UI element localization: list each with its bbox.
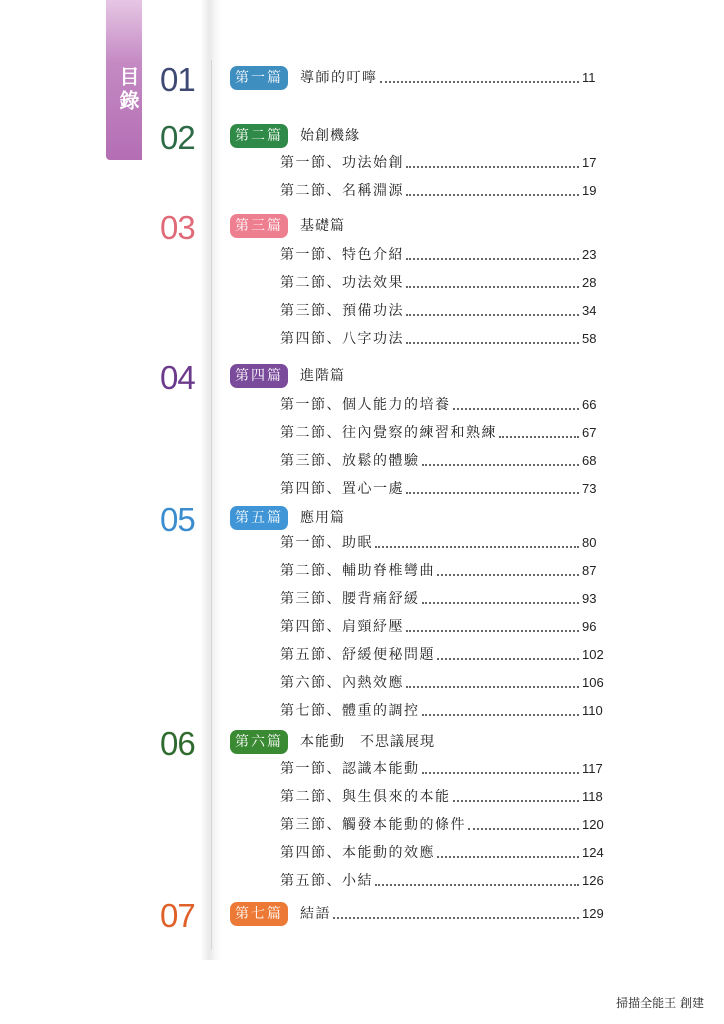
section-title: 第七節、體重的調控 [280,703,420,719]
dot-leader [375,546,579,548]
dot-leader [406,342,579,344]
dot-leader [375,884,579,886]
section-entry[interactable] [280,422,604,444]
section-entry[interactable] [280,588,604,610]
dot-leader [406,194,579,196]
section-title: 第一節、認識本能動 [280,761,420,777]
page-number: 80 [582,535,597,550]
dot-leader [437,658,579,660]
dot-leader [422,714,580,716]
section-entry[interactable] [280,394,604,416]
part-badge[interactable]: 第五篇 [230,506,288,530]
section-title: 第五節、小結 [280,873,373,889]
page-number: 66 [582,397,597,412]
part-badge[interactable]: 第二篇 [230,124,288,148]
section-title: 第三節、預備功法 [280,303,404,319]
part-number: 03 [160,209,195,246]
page-number: 68 [582,453,597,468]
page-number: 117 [582,761,603,776]
part-title[interactable]: 應用篇 [300,510,345,526]
page-number: 120 [582,817,604,832]
toc-tab [106,0,142,160]
section-entry[interactable] [280,450,604,472]
part-number: 05 [160,501,195,538]
part-number: 01 [160,61,195,98]
section-entry[interactable] [280,616,604,638]
part-number: 06 [160,725,195,762]
dot-leader [333,917,579,919]
part-badge[interactable]: 第三篇 [230,214,288,238]
dot-leader [406,492,579,494]
section-title: 第二節、名稱淵源 [280,183,404,199]
part-title[interactable]: 本能動 不思議展現 [300,734,435,750]
dot-leader [437,574,579,576]
section-entry[interactable] [280,328,604,350]
dot-leader [406,258,579,260]
section-entry[interactable] [280,814,604,836]
part-badge[interactable]: 第七篇 [230,902,288,926]
section-title: 第四節、肩頸紓壓 [280,619,404,635]
page-number: 93 [582,591,597,606]
page-number: 28 [582,275,597,290]
section-title: 第五節、舒緩便秘問題 [280,647,435,663]
toc-tab-label: 目錄 [116,66,140,114]
page-number: 73 [582,481,597,496]
section-title: 第一節、功法始創 [280,155,404,171]
section-entry[interactable] [280,700,604,722]
section-title: 第二節、輔助脊椎彎曲 [280,563,435,579]
part-badge[interactable]: 第六篇 [230,730,288,754]
spine-divider [211,60,212,950]
page-number: 67 [582,425,597,440]
part-title[interactable]: 基礎篇 [300,218,345,234]
section-entry[interactable] [280,786,604,808]
part-title[interactable]: 進階篇 [300,368,345,384]
dot-leader [406,686,579,688]
page-number: 129 [582,906,604,921]
dot-leader [437,856,579,858]
dot-leader [453,800,580,802]
section-title: 第六節、內熱效應 [280,675,404,691]
part-entry[interactable] [300,903,604,925]
dot-leader [380,81,580,83]
section-entry[interactable] [280,532,604,554]
dot-leader [422,464,580,466]
section-title: 第四節、本能動的效應 [280,845,435,861]
page-number: 106 [582,675,604,690]
section-title: 第一節、特色介紹 [280,247,404,263]
section-entry[interactable] [280,870,604,892]
dot-leader [406,314,579,316]
page-number: 11 [582,70,596,85]
page-number: 34 [582,303,597,318]
section-entry[interactable] [280,152,604,174]
dot-leader [406,630,579,632]
part-number: 07 [160,897,195,934]
page-number: 96 [582,619,597,634]
section-title: 第四節、置心一處 [280,481,404,497]
part-entry[interactable] [300,67,604,89]
dot-leader [422,602,580,604]
section-entry[interactable] [280,644,604,666]
dot-leader [468,828,579,830]
part-badge[interactable]: 第一篇 [230,66,288,90]
part-number: 02 [160,119,195,156]
section-title: 第四節、八字功法 [280,331,404,347]
part-title: 導師的叮嚀 [300,70,378,86]
section-title: 第二節、功法效果 [280,275,404,291]
section-entry[interactable] [280,272,604,294]
page-number: 23 [582,247,597,262]
part-number: 04 [160,359,195,396]
section-title: 第三節、放鬆的體驗 [280,453,420,469]
page-number: 17 [582,155,597,170]
section-title: 第三節、觸發本能動的條件 [280,817,466,833]
dot-leader [422,772,580,774]
section-entry[interactable] [280,758,604,780]
page-number: 126 [582,873,604,888]
dot-leader [406,166,579,168]
section-entry[interactable] [280,300,604,322]
part-title: 結語 [300,906,331,922]
page-number: 118 [582,789,603,804]
section-title: 第二節、往內覺察的練習和熟練 [280,425,497,441]
part-title[interactable]: 始創機緣 [300,128,360,144]
part-badge[interactable]: 第四篇 [230,364,288,388]
page-number: 124 [582,845,604,860]
section-entry[interactable] [280,478,604,500]
section-entry[interactable] [280,180,604,202]
scanner-watermark: 掃描全能王 創建 [616,996,704,1010]
section-title: 第一節、助眠 [280,535,373,551]
section-title: 第三節、腰背痛舒緩 [280,591,420,607]
dot-leader [499,436,579,438]
page-number: 110 [582,703,603,718]
dot-leader [406,286,579,288]
section-entry[interactable] [280,560,604,582]
page-number: 102 [582,647,604,662]
page-number: 19 [582,183,597,198]
section-entry[interactable] [280,244,604,266]
page-number: 58 [582,331,597,346]
section-title: 第二節、與生俱來的本能 [280,789,451,805]
dot-leader [453,408,580,410]
section-entry[interactable] [280,842,604,864]
page-number: 87 [582,563,597,578]
section-title: 第一節、個人能力的培養 [280,397,451,413]
section-entry[interactable] [280,672,604,694]
